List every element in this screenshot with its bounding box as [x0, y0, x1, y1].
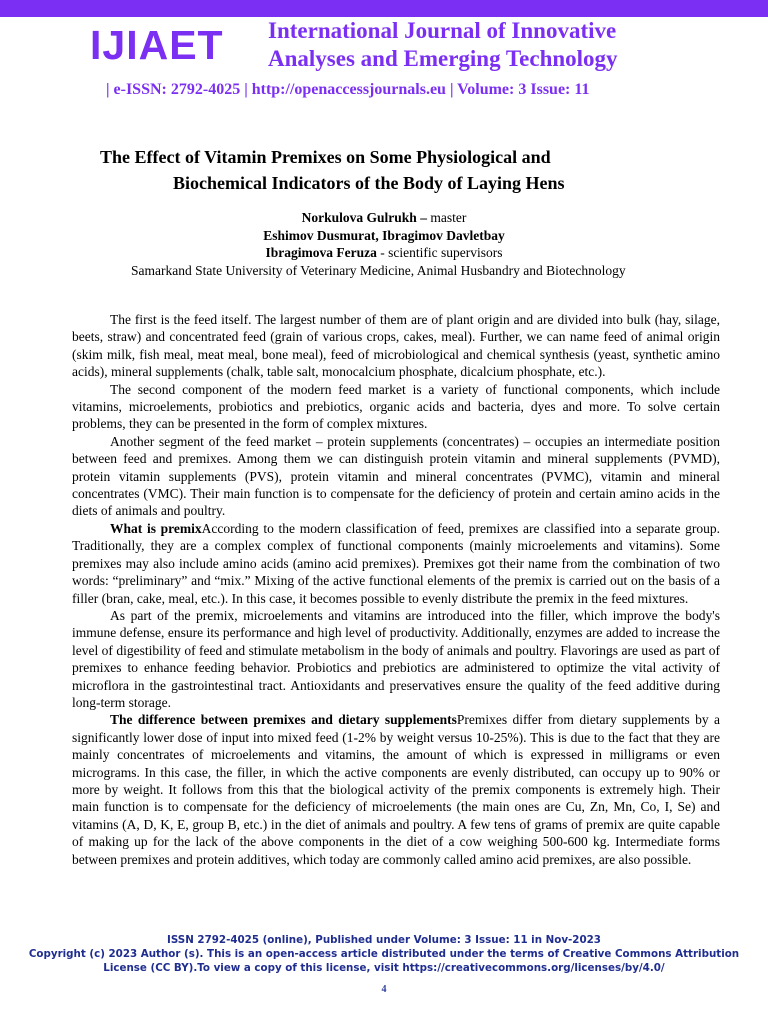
journal-logo: IJIAET	[90, 22, 224, 68]
body-paragraph	[72, 520, 720, 607]
body-paragraph-text: Premixes differ from dietary supplements by a significantly lower dose of input into mixed feed (1-2% by weight versus 10-25%). This is due to the fact that they are mainly concentrates of microelements and vitamins, the amount of which is expressed in milligrams or even micrograms. In this case, the filler, in which the active components are evenly distributed, can occupy up to 90% or more by weight. It follows from this that the biological activity of the premix components is extremely high. Their main function is to compensate for the deficiency of microelements (the main ones are Cu, Zn, Mn, Co, I, Se) and vitamins (A, D, K, E, group B, etc.) in the diet of animals and poultry. A few tens of grams of premix are quite capable of making up for the lack of the above components in the diet of a cow weighing 500-600 kg. Intermediate forms between premixes and protein additives, which today are commonly called amino acid premixes, are also possible.	[72, 712, 720, 867]
author-name: Ibragimova Feruza	[265, 245, 377, 260]
author-line	[0, 227, 768, 245]
author-role: master	[426, 210, 467, 225]
journal-title-line1: International Journal of Innovative	[268, 18, 617, 43]
footer-issn-line: ISSN 2792-4025 (online), Published under Volume: 3 Issue: 11 in Nov-2023	[167, 934, 601, 946]
paper-title-line1: The Effect of Vitamin Premixes on Some Physiological and	[100, 147, 551, 167]
author-name: Norkulova Gulrukh –	[301, 210, 427, 225]
author-line	[0, 244, 768, 262]
footer-copyright-line: Copyright (c) 2023 Author (s). This is an open-access article distributed under the terms of Creative Commons Attribution	[28, 948, 740, 960]
footer-license-line: License (CC BY).To view a copy of this license, visit https://creativecommons.org/licenses/by/4.0/	[103, 962, 665, 974]
journal-title	[268, 17, 748, 73]
body-paragraph	[72, 711, 720, 868]
page-number: 4	[381, 984, 387, 995]
page-footer	[0, 933, 768, 975]
author-affiliation: Samarkand State University of Veterinary Medicine, Animal Husbandry and Biotechnology	[131, 262, 626, 278]
issn-info-line: | e-ISSN: 2792-4025 | http://openaccessjournals.eu | Volume: 3 Issue: 11	[106, 81, 590, 98]
body-paragraph: As part of the premix, microelements and vitamins are introduced into the filler, which improve the body's immune defense, ensure its performance and high level of productivity. Additionally, enzymes are added to increase the level of digestibility of feed and stimulate metabolism in the body of animals and poultry. Flavorings are used as part of premixes to enhance feeding behavior. Probiotics and prebiotics are administered to optimize the vital activity of microflora in the gastrointestinal tract. Antioxidants and preservatives ensure the quality of the feed additive during long-term storage.	[72, 607, 720, 710]
top-color-bar	[0, 0, 768, 17]
author-block	[0, 209, 768, 279]
author-name: Eshimov Dusmurat, Ibragimov Davletbay	[263, 227, 505, 243]
body-paragraph-text: According to the modern classification of feed, premixes are classified into a separate group. Traditionally, they are a complex complex of functional components (mainly microelements and vitamins). Some premixes may also include amino acids (amino acid premixes). Premixes got their name from the combination of two words: “preliminary” and “mix.” Mixing of the active functional elements of the premix is carried out on the basis of a filler (bran, cake, meal, etc.). In this case, it becomes possible to evenly distribute the premix in the feed mixtures.	[72, 520, 721, 606]
paper-title	[100, 144, 700, 196]
body-paragraph: Another segment of the feed market – protein supplements (concentrates) – occupies an intermediate position between feed and premixes. Among them we can distinguish protein vitamin and mineral supplements (PVMD), protein vitamin supplements (PVS), protein vitamin and mineral concentrates (PVMC), vitamin and mineral concentrates (VMC). Their main function is to compensate for the deficiency of protein and certain amino acids in the diets of animals and poultry.	[72, 433, 720, 519]
article-body	[72, 311, 720, 868]
body-paragraph: The first is the feed itself. The largest number of them are of plant origin and are divided into bulk (hay, silage, beets, straw) and concentrated feed (grain of various crops, cakes, meal). Further, we can name feed of animal origin (skim milk, fish meal, meat meal, bone meal), feed of microbiological and chemical synthesis (yeast, synthetic amino acids), mineral supplements (chalk, table salt, monocalcium phosphate, dicalcium phosphate, etc.).	[72, 312, 720, 380]
journal-title-line2: Analyses and Emerging Technology	[268, 46, 618, 71]
body-paragraph: The second component of the modern feed market is a variety of functional components, which include vitamins, microelements, probiotics and prebiotics, organic acids and bacteria, dyes and more. To solve certain problems, they can be presented in the form of complex mixtures.	[72, 381, 720, 432]
author-line	[0, 209, 768, 227]
section-heading-difference: The difference between premixes and dietary supplements	[110, 712, 457, 728]
author-role: - scientific supervisors	[376, 245, 503, 260]
paper-title-line2: Biochemical Indicators of the Body of Laying Hens	[173, 173, 565, 193]
section-heading-what-is-premix: What is premix	[110, 520, 202, 536]
